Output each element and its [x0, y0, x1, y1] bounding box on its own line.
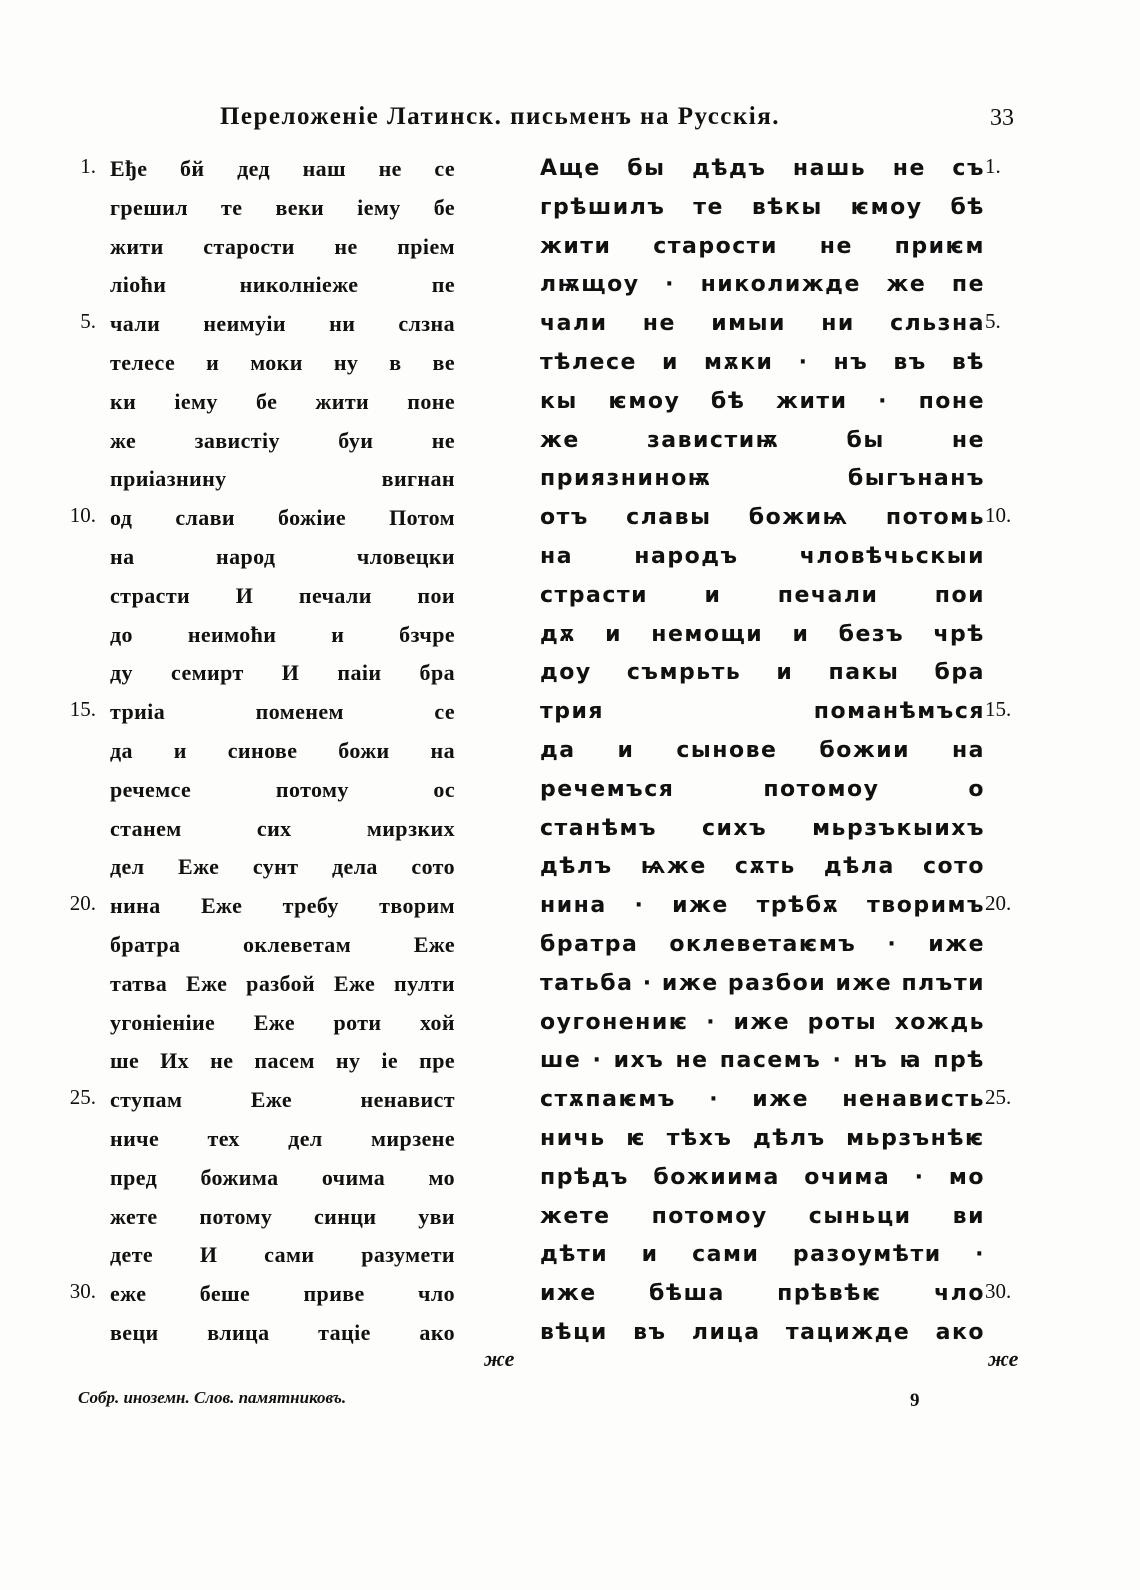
cyrillic-line: дѫ и немощи и безъ чрѣ: [540, 621, 985, 647]
line-number-right: 10.: [985, 503, 1012, 527]
cyrillic-line: доу съмрьть и пакы бра: [540, 660, 985, 686]
latin-line: станем сих мирзких: [110, 815, 455, 841]
line-number-left: 30.: [69, 1279, 96, 1303]
line-number-right: 20.: [985, 891, 1012, 915]
cyrillic-line: же завистиѭ бы не: [540, 427, 985, 453]
latin-line: пред божима очима мо: [110, 1164, 455, 1190]
latin-transcription-column: [110, 150, 455, 1353]
line-number-right: 5.: [985, 309, 1001, 333]
cyrillic-line: жете потомоу сыньци ви: [540, 1203, 985, 1229]
cyrillic-line: чали не имыи ни сльзна: [540, 311, 985, 337]
cyrillic-text-column: [540, 150, 985, 1353]
latin-line: триіа поменем се: [110, 699, 455, 725]
latin-line: ки іему бе жити поне: [110, 388, 455, 414]
cyrillic-line: грѣшилъ те вѣкы ѥмоу бѣ: [540, 194, 985, 220]
latin-line: ступам Еже ненавист: [110, 1087, 455, 1113]
cyrillic-line: речемъся потомоу о: [540, 776, 985, 802]
line-number-left: 15.: [69, 697, 96, 721]
cyrillic-line: нина · иже трѣбѫ творимъ: [540, 893, 985, 919]
page-title: Переложеніе Латинск. письменъ на Русскія.: [219, 103, 781, 130]
cyrillic-line: отъ славы божиѩ потомь: [540, 505, 985, 531]
catchword-left: же: [484, 1346, 515, 1371]
line-number-right: 15.: [985, 697, 1012, 721]
latin-line: на народ чловецки: [110, 543, 455, 569]
cyrillic-line: кы ѥмоу бѣ жити · поне: [540, 388, 985, 414]
cyrillic-line: стѫпаѥмъ · иже ненависть: [540, 1087, 985, 1113]
latin-line: ліоћи николніеже пе: [110, 272, 455, 298]
cyrillic-line: прѣдъ божиима очима · мо: [540, 1164, 985, 1190]
cyrillic-line: татьба · иже разбои иже плъти: [540, 970, 985, 996]
cyrillic-line: вѣци въ лица тациждe ако: [540, 1319, 985, 1345]
cyrillic-line: иже бѣша прѣвѣѥ чло: [540, 1281, 985, 1307]
cyrillic-line: дѣти и сами разоумѣти ·: [540, 1242, 985, 1268]
latin-line: грешил те веки іему бе: [110, 194, 455, 220]
cyrillic-line: станѣмъ сихъ мьрзъкыихъ: [540, 815, 985, 841]
latin-line: дете И сами разумети: [110, 1242, 455, 1268]
cyrillic-line: лѭщоу · николиждe же пе: [540, 272, 985, 298]
latin-line: до неимоћи и бзчре: [110, 621, 455, 647]
line-number-left: 5.: [80, 309, 96, 333]
cyrillic-line: трия поманѣмъся: [540, 699, 985, 725]
latin-line: веци влица таціе ако: [110, 1319, 455, 1345]
latin-line: ниче тех дел мирзене: [110, 1125, 455, 1151]
line-number-right: 25.: [985, 1085, 1012, 1109]
line-number-left: 10.: [69, 503, 96, 527]
cyrillic-line: жити старости не приѥм: [540, 233, 985, 259]
latin-line: ду семирт И паіи бра: [110, 660, 455, 686]
latin-line: приіазнину вигнан: [110, 466, 455, 492]
latin-line: угоніеніие Еже роти хой: [110, 1009, 455, 1035]
cyrillic-line: Ащe бы дѣдъ нашь не съ: [540, 156, 985, 181]
footer-signature: Собр. иноземн. Слов. памятниковъ.: [78, 1388, 347, 1407]
page-number: 33: [990, 105, 1014, 131]
latin-line: нина Еже требу творим: [110, 893, 455, 919]
cyrillic-line: тѣлесе и мѫки · нъ въ вѣ: [540, 349, 985, 375]
latin-line: жете потому синци уви: [110, 1203, 455, 1229]
cyrillic-line: да и сынове божии на: [540, 737, 985, 763]
footer-sheet-number: 9: [910, 1390, 920, 1411]
catchword-right: же: [988, 1346, 1019, 1371]
cyrillic-line: ничь ѥ тѣхъ дѣлъ мьрзънѣѥ: [540, 1125, 985, 1151]
latin-line: Eђe бй дед наш не се: [110, 156, 455, 181]
cyrillic-line: приязниноѭ быгънанъ: [540, 466, 985, 492]
latin-line: братра оклеветам Еже: [110, 931, 455, 957]
line-number-right: 1.: [985, 154, 1001, 178]
latin-line: ше Их не пасем ну іе пре: [110, 1048, 455, 1074]
cyrillic-line: страсти и печали пои: [540, 582, 985, 608]
latin-line: да и синове божи на: [110, 737, 455, 763]
cyrillic-line: дѣлъ ѩже сѫть дѣла сото: [540, 854, 985, 880]
latin-line: еже беше приве чло: [110, 1281, 455, 1307]
latin-line: чали неимуіи ни слзна: [110, 311, 455, 337]
latin-line: татва Еже разбой Еже пулти: [110, 970, 455, 996]
line-number-left: 1.: [80, 154, 96, 178]
latin-line: страсти И печали пои: [110, 582, 455, 608]
latin-line: жити старости не пріем: [110, 233, 455, 259]
latin-line: дел Еже сунт дела сото: [110, 854, 455, 880]
latin-line: речемсе потому ос: [110, 776, 455, 802]
line-number-left: 25.: [69, 1085, 96, 1109]
latin-line: од слави божіие Потом: [110, 505, 455, 531]
latin-line: телесе и моки ну в ве: [110, 349, 455, 375]
cyrillic-line: братра оклеветаѥмъ · иже: [540, 931, 985, 957]
cyrillic-line: ше · ихъ не пасемъ · нъ ꙗ прѣ: [540, 1048, 985, 1074]
cyrillic-line: на народъ чловѣчьскыи: [540, 543, 985, 569]
line-number-left: 20.: [69, 891, 96, 915]
line-number-right: 30.: [985, 1279, 1012, 1303]
cyrillic-line: оугонениѥ · иже роты хождь: [540, 1009, 985, 1035]
latin-line: же завистіу буи не: [110, 427, 455, 453]
